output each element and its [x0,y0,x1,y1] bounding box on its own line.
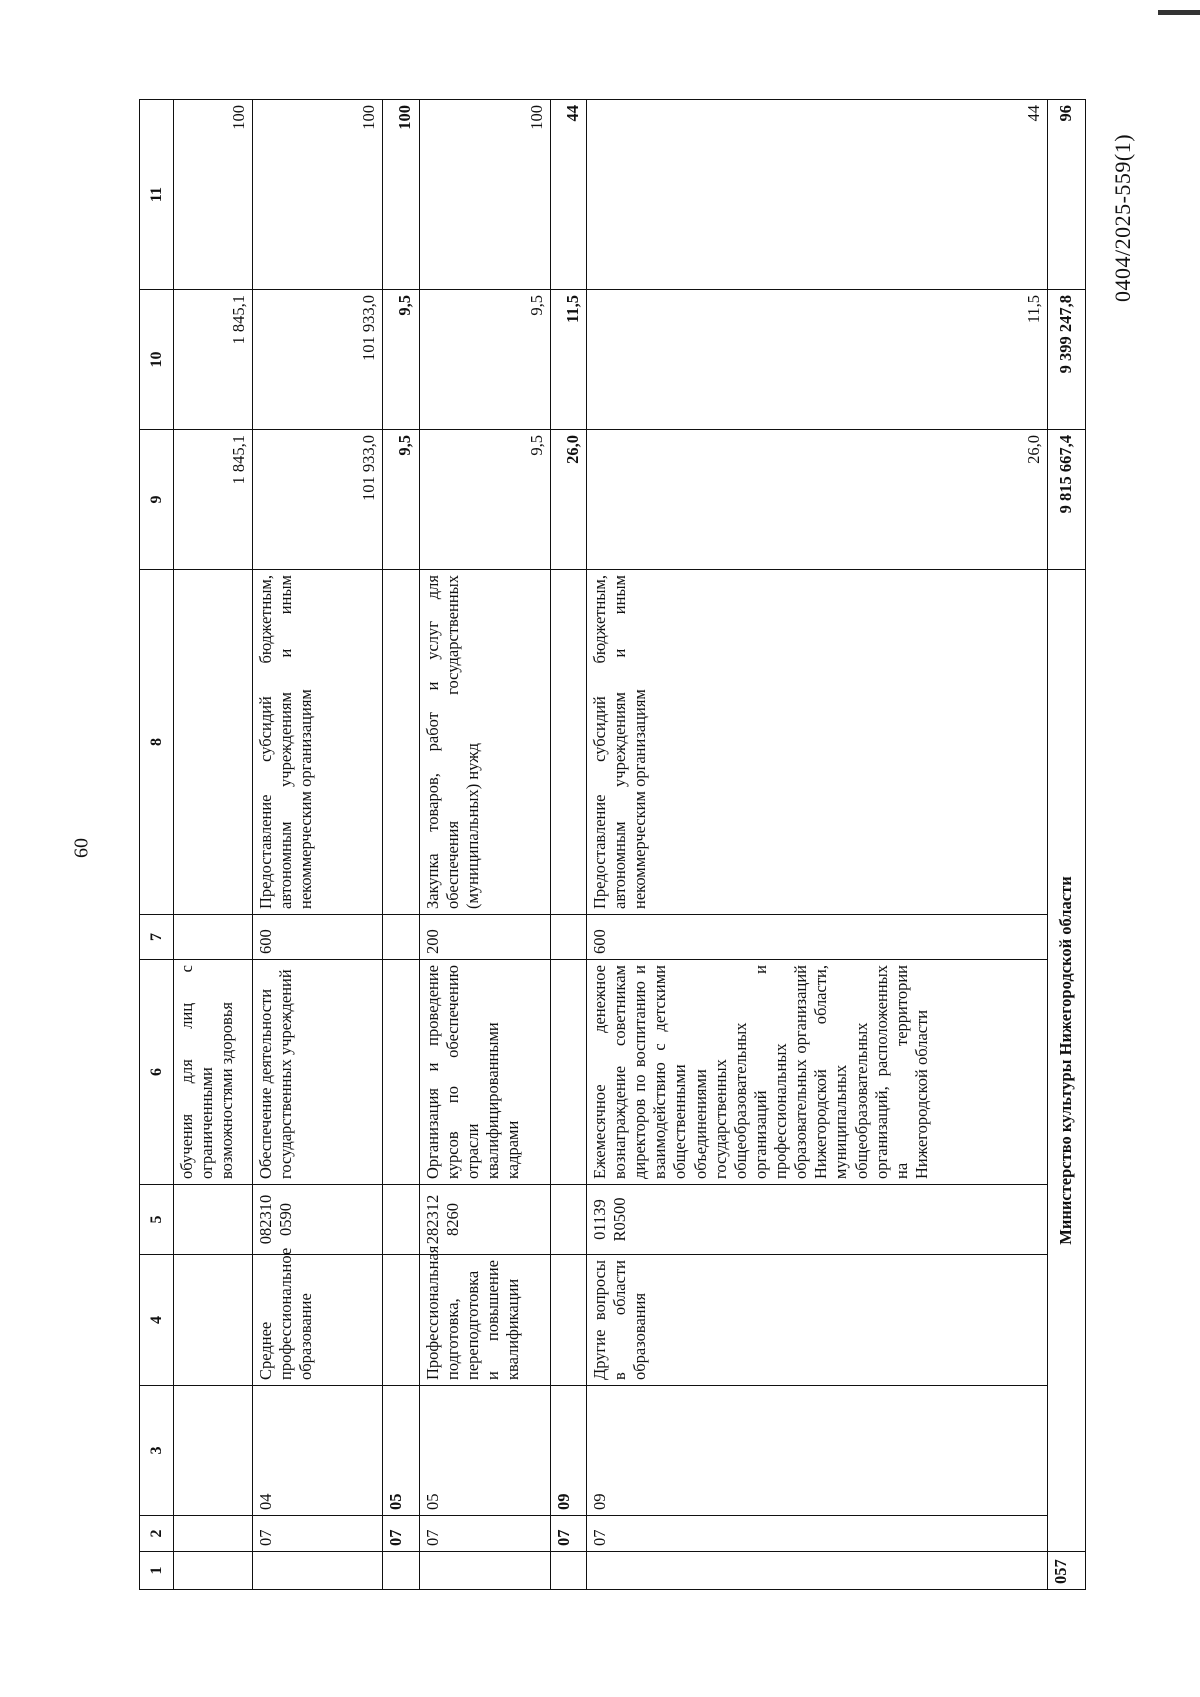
header-row [140,100,174,1590]
cell-code [586,1552,1047,1590]
col-header: 6 [140,960,174,1185]
cell-expense-type [383,915,419,960]
cell-target-article: 01139 R0500 [586,1185,1047,1255]
cell-code [550,1552,586,1590]
cell-section: 07 [586,1516,1047,1552]
cell-expense-type [174,915,253,960]
cell-expense-type-name: Закупка товаров, работ и услуг для обеспечения государственных (муниципальных) нужд [419,570,550,915]
col-header: 7 [140,915,174,960]
cell-section [174,1516,253,1552]
cell-subsection: 05 [383,1386,419,1516]
cell-section-name: Профессиональная подготовка, переподготовка и повышение квалификации [419,1255,550,1386]
col-header: 1 [140,1552,174,1590]
cell-planned: 9,5 [383,430,419,570]
col-header: 3 [140,1386,174,1516]
cell-section: 07 [419,1516,550,1552]
cell-expense-type: 200 [419,915,550,960]
cell-section-name: Среднее профессиональное образование [253,1255,383,1386]
col-header: 2 [140,1516,174,1552]
cell-percent: 96 [1047,100,1085,290]
cell-subsection: 09 [550,1386,586,1516]
cell-target-article-name: Ежемесячное денежное вознаграждение советникам директоров по воспитанию и взаимодействию с детскими общественными объединениями государственных общеобразовательных организаций и профессиональных образовательных организаций Нижегородской области, муниципальных общеобразовательных организаций, расположенных на территории Нижегородской области [586,960,1047,1185]
cell-expense-type [550,915,586,960]
col-header: 4 [140,1255,174,1386]
cell-expense-type-name [383,570,419,915]
cell-target-article-name: обучения для лиц с ограниченными возможностями здоровья [174,960,253,1185]
cell-planned: 26,0 [550,430,586,570]
cell-target-article-name: Организация и проведение курсов по обеспечению отрасли квалифицированными кадрами [419,960,550,1185]
budget-table [139,99,1086,1590]
col-header: 9 [140,430,174,570]
cell-target-article-name [383,960,419,1185]
cell-subsection: 09 [586,1386,1047,1516]
cell-executed: 11,5 [550,290,586,430]
col-header: 8 [140,570,174,915]
cell-planned: 1 845,1 [174,430,253,570]
cell-target-article: 082310 0590 [253,1185,383,1255]
scan-mark [1158,10,1200,15]
cell-code [174,1552,253,1590]
cell-expense-type-name [174,570,253,915]
cell-code [253,1552,383,1590]
table-row [253,100,383,1590]
cell-executed: 101 933,0 [253,290,383,430]
cell-target-article: 282312 8260 [419,1185,550,1255]
cell-percent: 44 [586,100,1047,290]
cell-section: 07 [253,1516,383,1552]
cell-subsection [174,1386,253,1516]
cell-section-name [174,1255,253,1386]
cell-section-name [383,1255,419,1386]
cell-executed: 9,5 [419,290,550,430]
document-code: 0404/2025-559(1) [1110,133,1135,303]
rotated-table-container [139,100,1086,1590]
cell-planned: 101 933,0 [253,430,383,570]
cell-executed: 11,5 [586,290,1047,430]
cell-ministry-code: 057 [1047,1552,1085,1590]
table-row-subtotal [383,100,419,1590]
cell-executed: 9,5 [383,290,419,430]
table-row [174,100,253,1590]
cell-section-name: Другие вопросы в области образования [586,1255,1047,1386]
cell-section: 07 [383,1516,419,1552]
table-row [419,100,550,1590]
cell-executed: 1 845,1 [174,290,253,430]
cell-percent: 100 [253,100,383,290]
page-number: 60 [70,838,93,858]
cell-expense-type: 600 [253,915,383,960]
cell-target-article-name: Обеспечение деятельности государственных учреждений [253,960,383,1185]
table-row [586,100,1047,1590]
col-header: 11 [140,100,174,290]
cell-code [419,1552,550,1590]
cell-percent: 100 [174,100,253,290]
cell-ministry-title: Министерство культуры Нижегородской области [1047,570,1085,1552]
cell-percent: 100 [419,100,550,290]
cell-planned: 9,5 [419,430,550,570]
cell-target-article [174,1185,253,1255]
cell-target-article [550,1185,586,1255]
cell-section-name [550,1255,586,1386]
cell-expense-type-name: Предоставление субсидий бюджетным, автономным учреждениям и иным некоммерческим организациям [586,570,1047,915]
cell-planned: 26,0 [586,430,1047,570]
cell-section: 07 [550,1516,586,1552]
cell-percent: 100 [383,100,419,290]
cell-percent: 44 [550,100,586,290]
cell-code [383,1552,419,1590]
cell-expense-type-name [550,570,586,915]
cell-target-article [383,1185,419,1255]
cell-subsection: 04 [253,1386,383,1516]
table-row-subtotal [550,100,586,1590]
cell-expense-type-name: Предоставление субсидий бюджетным, автономным учреждениям и иным некоммерческим организациям [253,570,383,915]
cell-executed: 9 399 247,8 [1047,290,1085,430]
cell-planned: 9 815 667,4 [1047,430,1085,570]
cell-target-article-name [550,960,586,1185]
table-row-ministry-total [1047,100,1085,1590]
col-header: 5 [140,1185,174,1255]
col-header: 10 [140,290,174,430]
cell-subsection: 05 [419,1386,550,1516]
cell-expense-type: 600 [586,915,1047,960]
